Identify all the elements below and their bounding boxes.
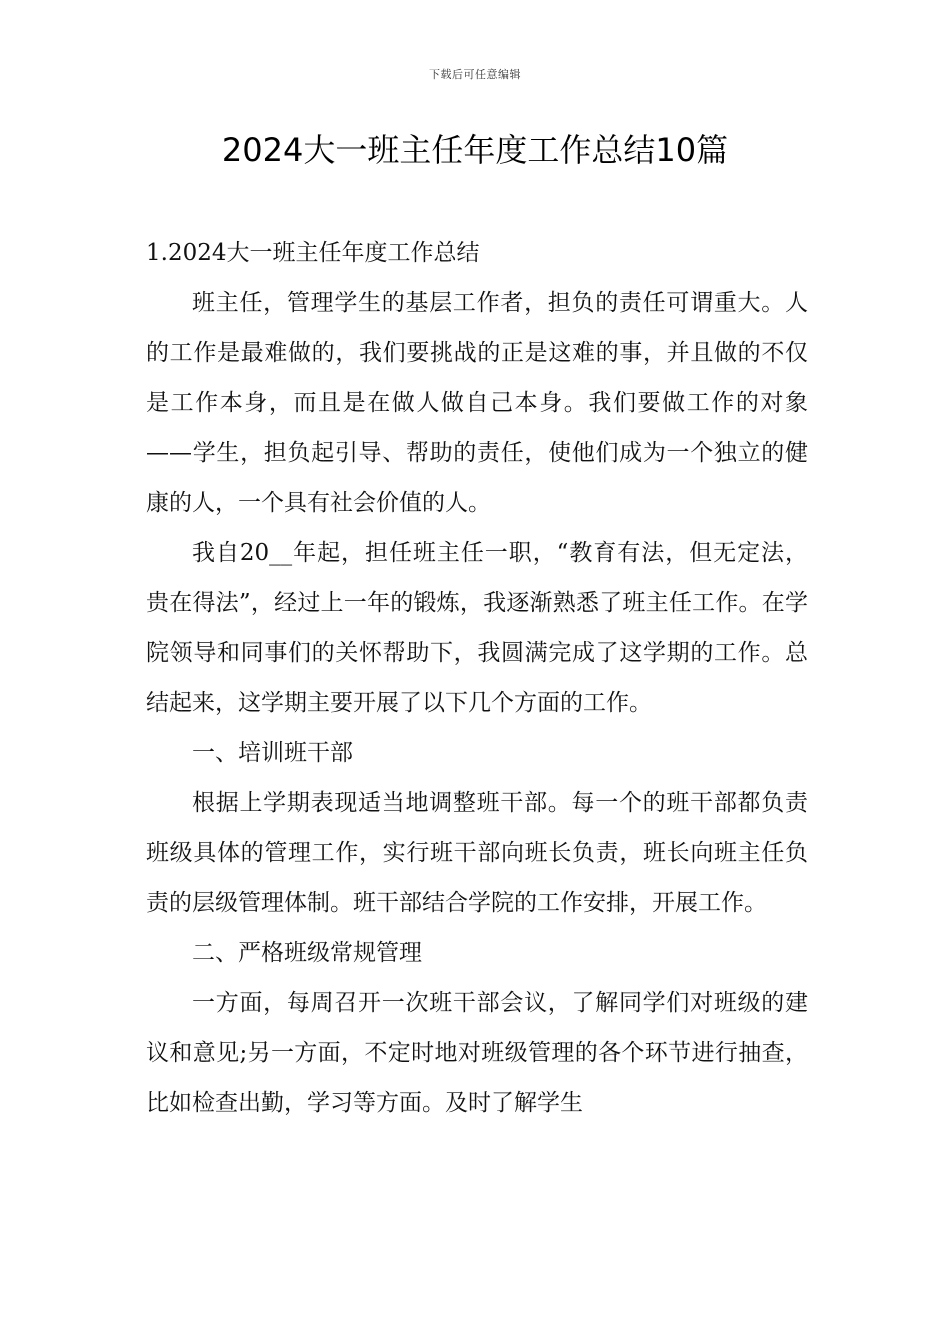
header-note: 下载后可任意编辑: [429, 68, 521, 81]
section-heading: 1.2024大一班主任年度工作总结: [146, 240, 480, 266]
sub-heading-training: 一、培训班干部: [192, 740, 353, 766]
paragraph-1: 班主任，管理学生的基层工作者，担负的责任可谓重大。人的工作是最难做的，我们要挑战的正是这难的事，并且做的不仅是工作本身，而且是在做人做自己本身。我们要做工作的对象——学生，担负起引导、帮助的责任，使他们成为一个独立的健康的人，一个具有社会价值的人。: [146, 290, 808, 516]
document-body: [146, 228, 808, 1128]
paragraph-3: 根据上学期表现适当地调整班干部。每一个的班干部都负责班级具体的管理工作，实行班干部向班长负责，班长向班主任负责的层级管理体制。班干部结合学院的工作安排，开展工作。: [146, 790, 808, 916]
sub-heading-management: 二、严格班级常规管理: [192, 940, 422, 966]
document-title: 2024大一班主任年度工作总结10篇: [221, 131, 729, 169]
paragraph-2: 我自20__年起，担任班主任一职，“教育有法，但无定法，贵在得法”，经过上一年的锻炼，我逐渐熟悉了班主任工作。在学院领导和同事们的关怀帮助下，我圆满完成了这学期的工作。总结起来，这学期主要开展了以下几个方面的工作。: [146, 540, 808, 716]
paragraph-4: 一方面，每周召开一次班干部会议，了解同学们对班级的建议和意见;另一方面，不定时地对班级管理的各个环节进行抽查，比如检查出勤，学习等方面。及时了解学生: [146, 990, 808, 1116]
